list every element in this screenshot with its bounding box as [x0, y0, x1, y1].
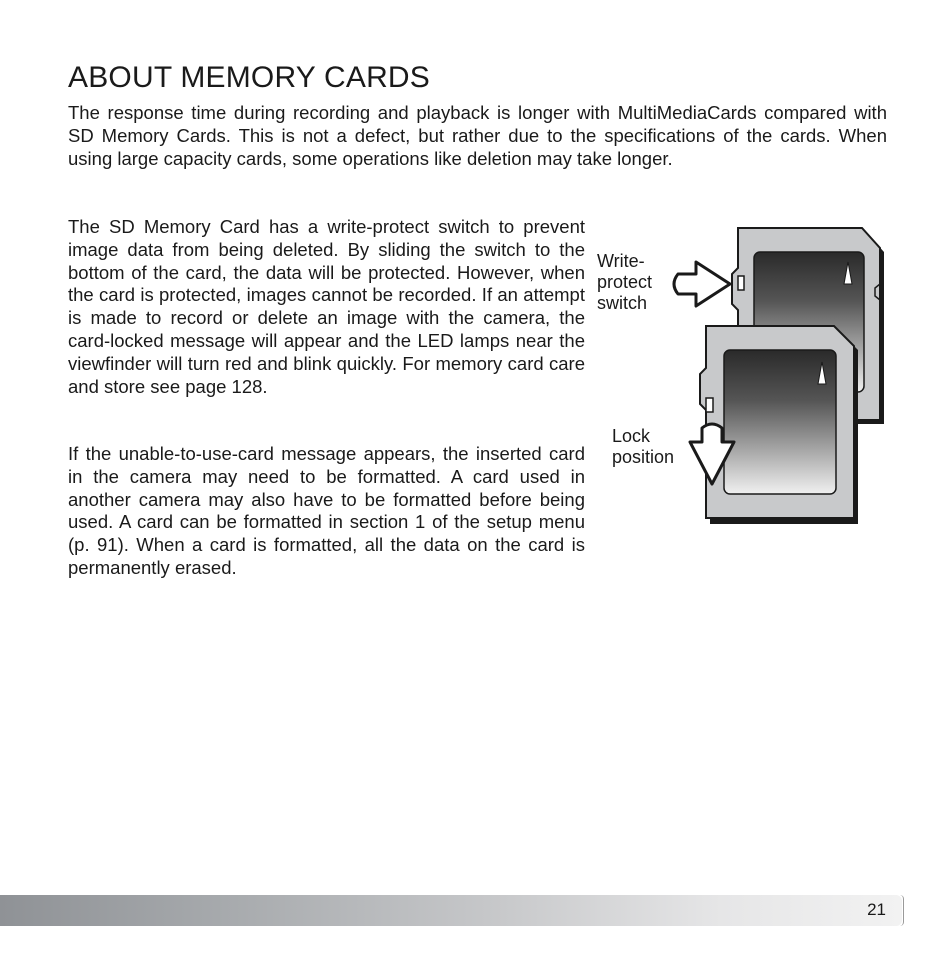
sd-card-icon	[700, 326, 858, 524]
lock-position-label	[612, 426, 674, 468]
write-protect-switch-label	[597, 251, 652, 314]
page-title: ABOUT MEMORY CARDS	[68, 61, 431, 94]
write-protect-label-line: Write-	[597, 251, 645, 271]
lock-label-line: position	[612, 447, 675, 467]
intro-paragraph: The response time during recording and playback is longer with MultiMediaCards compared with SD Memory Cards. This is not a defect, but rather due to the specifications of the cards. When using large capacity cards, some operations like deletion may take longer.	[68, 102, 887, 169]
page-number: 21	[867, 900, 886, 919]
lock-label-line: Lock	[612, 426, 651, 446]
footer-bar	[0, 895, 902, 926]
write-protect-label-line: protect	[597, 272, 653, 292]
formatting-paragraph: If the unable-to-use-card message appears, the inserted card in the camera may need to be formatted. A card used in another camera may also have to be formatted before being used. A card can be formatted in section 1 of the setup menu (p. 91). When a card is formatted, all the data on the card is permanently erased.	[68, 443, 585, 578]
right-arrow-icon	[674, 262, 730, 306]
write-protect-label-line: switch	[597, 293, 648, 313]
write-protect-paragraph: The SD Memory Card has a write-protect switch to prevent image data from being deleted. By sliding the switch to the bottom of the card, the data will be protected. However, when the card is protected, images cannot be recorded. If an attempt is made to record or delete an image with the camera, the card-locked message will appear and the LED lamps near the viewfinder will turn red and blink quickly. For memory card care and store see page 128.	[68, 216, 585, 397]
